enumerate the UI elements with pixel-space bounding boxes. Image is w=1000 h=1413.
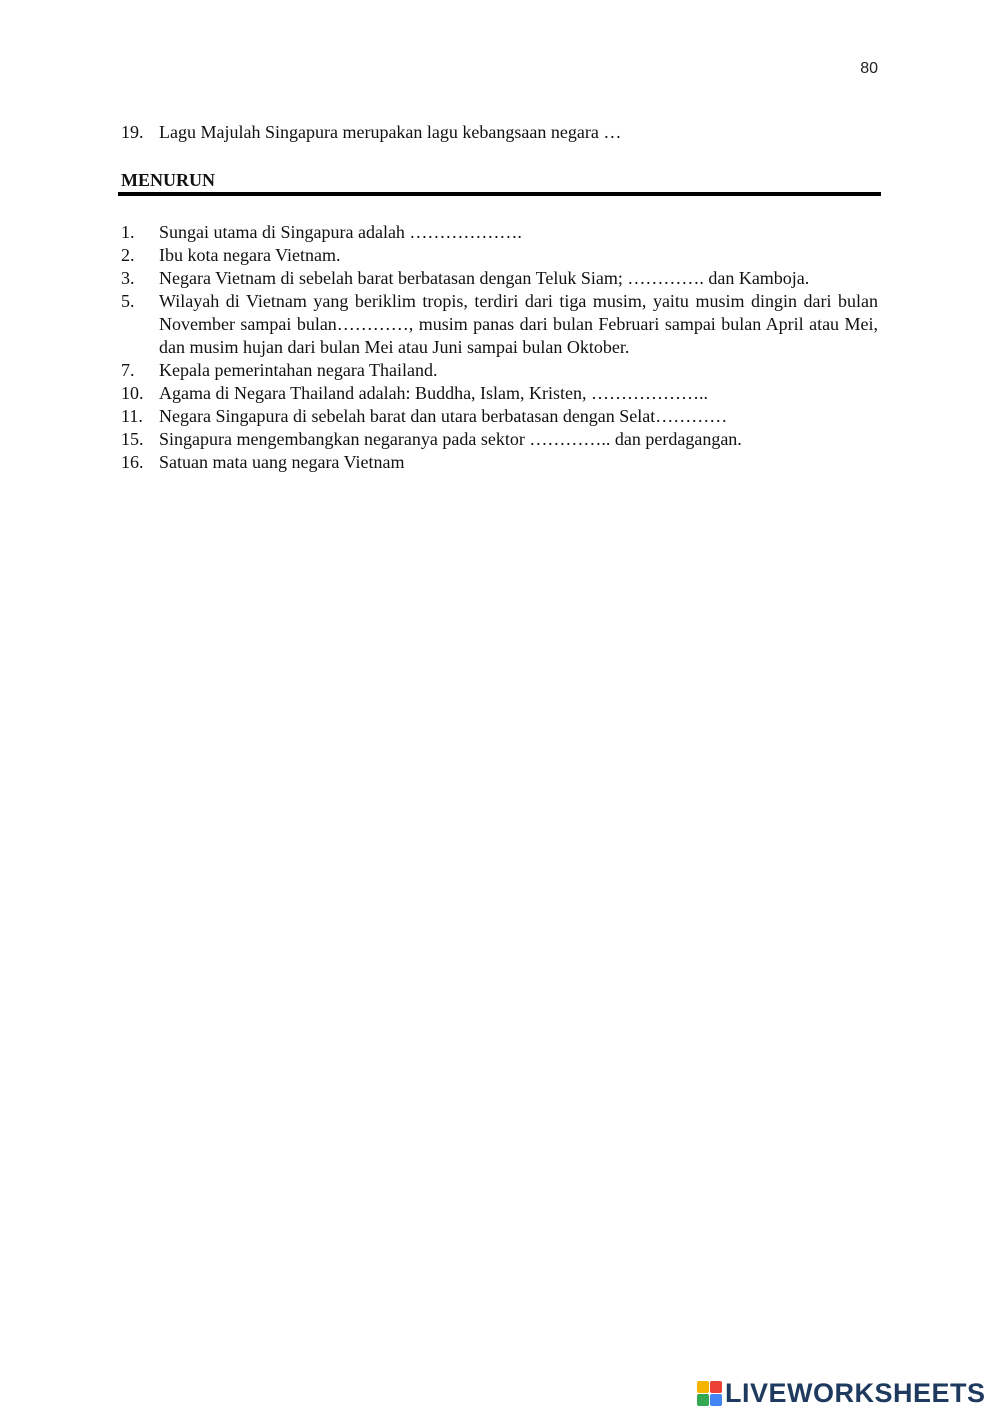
clue-text: Ibu kota negara Vietnam. <box>159 245 341 265</box>
logo-text: LIVEWORKSHEETS <box>725 1377 986 1408</box>
list-item <box>121 244 878 267</box>
clue-number: 16. <box>121 452 144 472</box>
list-item <box>121 221 878 244</box>
clue-number: 11. <box>121 406 143 426</box>
clue-text: Wilayah di Vietnam yang beriklim tropis, terdiri dari tiga musim, yaitu musim dingin dari bulan November sampai bulan…………, musim panas dari bulan Februari sampai bulan April atau Mei, dan musim hujan dari bulan Mei atau Juni sampai bulan Oktober. <box>159 291 878 357</box>
clue-number: 3. <box>121 268 135 288</box>
clue-number: 2. <box>121 245 135 265</box>
question-19 <box>121 121 881 144</box>
logo-square-e <box>710 1394 722 1406</box>
clue-number: 7. <box>121 360 135 380</box>
clue-text: Sungai utama di Singapura adalah ………………. <box>159 222 522 242</box>
liveworksheets-logo[interactable] <box>697 1378 986 1408</box>
section-divider <box>118 192 881 196</box>
question-number: 19. <box>121 122 144 142</box>
page-number: 80 <box>860 60 878 77</box>
clue-number: 1. <box>121 222 135 242</box>
clue-number: 5. <box>121 291 135 311</box>
logo-square-v <box>697 1394 709 1406</box>
list-item <box>121 267 878 290</box>
list-item <box>121 382 878 405</box>
clue-text: Kepala pemerintahan negara Thailand. <box>159 360 438 380</box>
clue-list <box>121 221 878 474</box>
section-title: MENURUN <box>121 170 215 190</box>
list-item <box>121 405 878 428</box>
clue-number: 15. <box>121 429 144 449</box>
logo-square-l <box>697 1381 709 1393</box>
list-item <box>121 290 878 359</box>
question-text: Lagu Majulah Singapura merupakan lagu kebangsaan negara … <box>159 122 622 142</box>
list-item <box>121 451 878 474</box>
logo-mark-icon <box>697 1381 722 1406</box>
clue-text: Negara Vietnam di sebelah barat berbatasan dengan Teluk Siam; …………. dan Kamboja. <box>159 268 810 288</box>
list-item <box>121 359 878 382</box>
clue-text: Singapura mengembangkan negaranya pada sektor ………….. dan perdagangan. <box>159 429 742 449</box>
clue-text: Agama di Negara Thailand adalah: Buddha, Islam, Kristen, ……………….. <box>159 383 709 403</box>
list-item <box>121 428 878 451</box>
logo-square-i <box>710 1381 722 1393</box>
clue-text: Satuan mata uang negara Vietnam <box>159 452 405 472</box>
clue-number: 10. <box>121 383 144 403</box>
clue-text: Negara Singapura di sebelah barat dan utara berbatasan dengan Selat………… <box>159 406 728 426</box>
